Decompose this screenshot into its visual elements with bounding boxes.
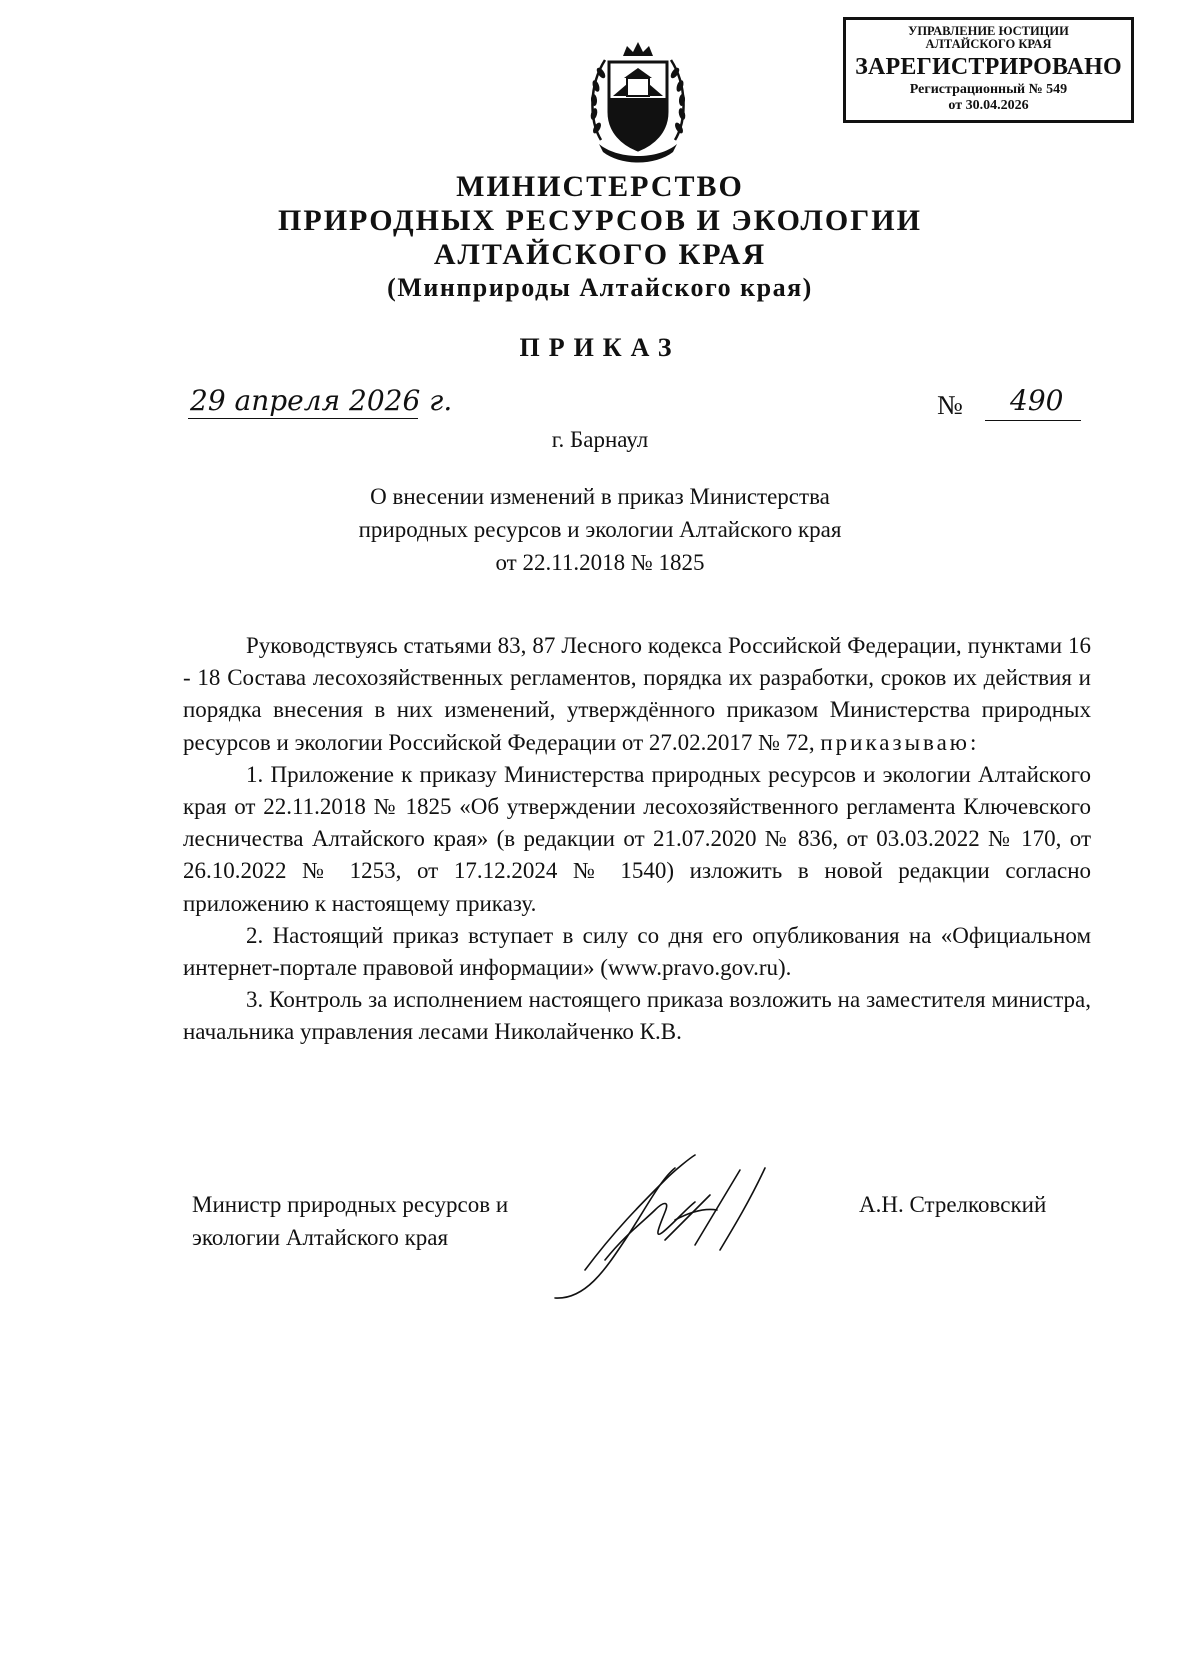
preamble-text: Руководствуясь статьями 83, 87 Лесного кодекса Российской Федерации, пунктами 16 - 18 Состава лесохозяйственных регламентов, порядка их разработки, сроков их действия и порядка внесения в них изменений, утверждённого приказом Министерства природных ресурсов и экологии Российской Федерации от 27.02.2017 № 72, [183, 633, 1091, 755]
date-underline [188, 418, 418, 419]
registration-stamp [843, 17, 1134, 123]
subject-line: природных ресурсов и экологии Алтайского края [358, 517, 842, 542]
order-item: 1. Приложение к приказу Министерства природных ресурсов и экологии Алтайского края от 22.11.2018 № 1825 «Об утверждении лесохозяйственного регламента Ключевского лесничества Алтайского края» (в редакции от 21.07.2020 № 836, от 03.03.2022 № 170, от 26.10.2022 № 1253, от 17.12.2024 № 1540) изложить в новой редакции согласно приложению к настоящему приказу. [183, 761, 1091, 916]
position-line: экологии Алтайского края [192, 1225, 449, 1250]
stamp-line2: АЛТАЙСКОГО КРАЯ [925, 37, 1052, 51]
stamp-reg-number: Регистрационный № 549 [909, 82, 1068, 97]
order-body [183, 630, 1091, 1049]
stamp-status: ЗАРЕГИСТРИРОВАНО [855, 54, 1122, 80]
position-line: Министр природных ресурсов и [192, 1192, 509, 1217]
signatory-name: А.Н. Стрелковский [859, 1192, 1047, 1217]
order-word: приказываю: [820, 729, 980, 755]
order-item: 3. Контроль за исполнением настоящего приказа возложить на заместителя министра, начальника управления лесами Николайченко К.В. [183, 987, 1091, 1045]
stamp-reg-date: от 30.04.2026 [948, 98, 1029, 113]
signatory-position [192, 1188, 508, 1254]
order-subject [0, 480, 1200, 579]
order-number: 490 [1010, 384, 1064, 417]
handwritten-signature-icon [545, 1150, 845, 1310]
order-date: 29 апреля 2026 г. [190, 384, 453, 417]
coat-of-arms-icon [583, 40, 693, 168]
number-underline [985, 420, 1081, 421]
ministry-title-line3: АЛТАЙСКОГО КРАЯ [433, 238, 767, 271]
number-label: № [937, 390, 963, 420]
preamble-paragraph [183, 630, 1091, 759]
document-type: ПРИКАЗ [519, 333, 681, 362]
ministry-title-line1: МИНИСТЕРСТВО [456, 170, 744, 203]
city: г. Барнаул [551, 427, 649, 452]
ministry-short-name: (Минприроды Алтайского края) [387, 273, 813, 302]
order-item: 2. Настоящий приказ вступает в силу со дня его опубликования на «Официальном интернет-портале правовой информации» (www.pravo.gov.ru). [183, 922, 1091, 981]
ministry-title-line2: ПРИРОДНЫХ РЕСУРСОВ И ЭКОЛОГИИ [278, 204, 922, 237]
subject-line: О внесении изменений в приказ Министерства [370, 484, 830, 509]
stamp-line1: УПРАВЛЕНИЕ ЮСТИЦИИ [908, 24, 1069, 38]
subject-line: от 22.11.2018 № 1825 [495, 550, 705, 575]
